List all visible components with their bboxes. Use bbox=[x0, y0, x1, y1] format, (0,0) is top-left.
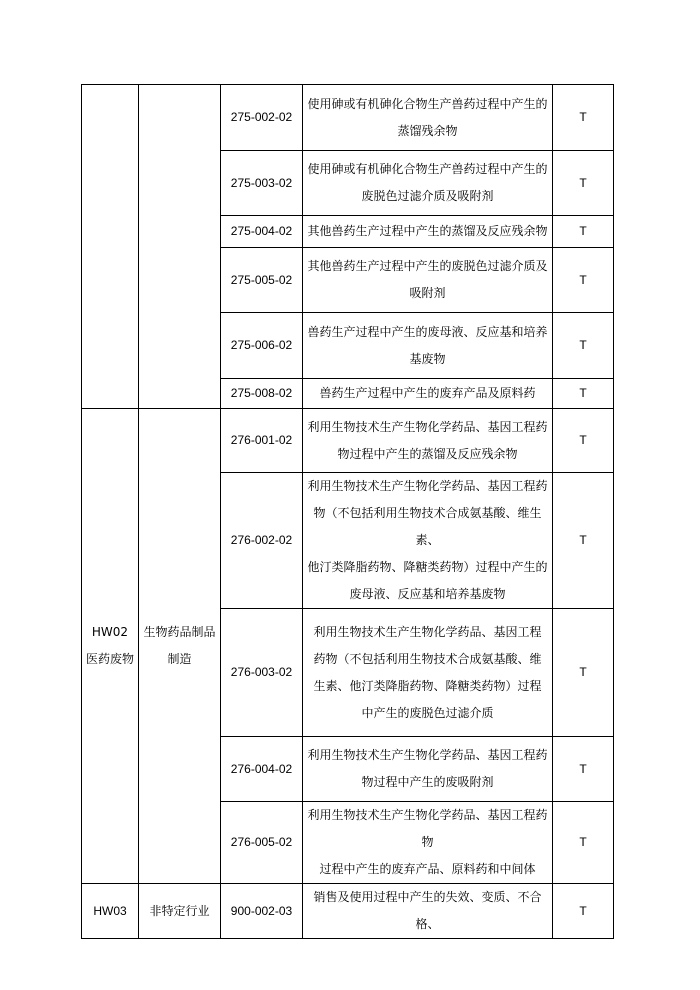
waste-description: 兽药生产过程中产生的废母液、反应基和培养 基废物 bbox=[303, 313, 553, 379]
waste-description: 兽药生产过程中产生的废弃产品及原料药 bbox=[303, 379, 553, 409]
waste-category: HW03 bbox=[82, 884, 139, 939]
waste-description: 使用砷或有机砷化合物生产兽药过程中产生的 蒸馏残余物 bbox=[303, 85, 553, 151]
hazard-property: T bbox=[553, 216, 614, 248]
waste-code: 276-003-02 bbox=[221, 609, 303, 737]
hazard-property: T bbox=[553, 248, 614, 313]
hazard-property: T bbox=[553, 884, 614, 939]
table-row bbox=[82, 884, 614, 939]
waste-description: 销售及使用过程中产生的失效、变质、不合格、 bbox=[303, 884, 553, 939]
hazard-property: T bbox=[553, 802, 614, 884]
waste-code: 275-008-02 bbox=[221, 379, 303, 409]
hazard-property: T bbox=[553, 409, 614, 473]
waste-code: 275-006-02 bbox=[221, 313, 303, 379]
hazard-property: T bbox=[553, 85, 614, 151]
hazard-property: T bbox=[553, 473, 614, 609]
waste-description: 利用生物技术生产生物化学药品、基因工程药 物过程中产生的蒸馏及反应残余物 bbox=[303, 409, 553, 473]
category-cell-empty bbox=[82, 85, 139, 409]
hazard-property: T bbox=[553, 609, 614, 737]
hazard-property: T bbox=[553, 313, 614, 379]
waste-description: 利用生物技术生产生物化学药品、基因工程药 物（不包括利用生物技术合成氨基酸、维生素、 他汀类降脂药物、降糖类药物）过程中产生的 废母液、反应基和培养基废物 bbox=[303, 473, 553, 609]
waste-description: 利用生物技术生产生物化学药品、基因工程药 物过程中产生的废吸附剂 bbox=[303, 737, 553, 802]
waste-code: 275-005-02 bbox=[221, 248, 303, 313]
waste-code: 275-003-02 bbox=[221, 151, 303, 216]
waste-industry: 生物药品制品 制造 bbox=[139, 409, 221, 884]
hazardous-waste-table bbox=[81, 84, 614, 939]
waste-code: 276-004-02 bbox=[221, 737, 303, 802]
industry-cell-empty bbox=[139, 85, 221, 409]
waste-code: 900-002-03 bbox=[221, 884, 303, 939]
hazard-property: T bbox=[553, 151, 614, 216]
hazard-property: T bbox=[553, 737, 614, 802]
waste-description: 使用砷或有机砷化合物生产兽药过程中产生的 废脱色过滤介质及吸附剂 bbox=[303, 151, 553, 216]
waste-description: 利用生物技术生产生物化学药品、基因工程药物 过程中产生的废弃产品、原料药和中间体 bbox=[303, 802, 553, 884]
hazard-property: T bbox=[553, 379, 614, 409]
table-row bbox=[82, 85, 614, 151]
waste-code: 276-002-02 bbox=[221, 473, 303, 609]
table-row bbox=[82, 409, 614, 473]
waste-code: 276-005-02 bbox=[221, 802, 303, 884]
waste-industry: 非特定行业 bbox=[139, 884, 221, 939]
waste-description: 其他兽药生产过程中产生的废脱色过滤介质及 吸附剂 bbox=[303, 248, 553, 313]
waste-code: 276-001-02 bbox=[221, 409, 303, 473]
waste-description: 利用生物技术生产生物化学药品、基因工程 药物（不包括利用生物技术合成氨基酸、维 生素、他汀类降脂药物、降糖类药物）过程 中产生的废脱色过滤介质 bbox=[303, 609, 553, 737]
waste-code: 275-004-02 bbox=[221, 216, 303, 248]
waste-code: 275-002-02 bbox=[221, 85, 303, 151]
waste-category: HW02 医药废物 bbox=[82, 409, 139, 884]
waste-description: 其他兽药生产过程中产生的蒸馏及反应残余物 bbox=[303, 216, 553, 248]
